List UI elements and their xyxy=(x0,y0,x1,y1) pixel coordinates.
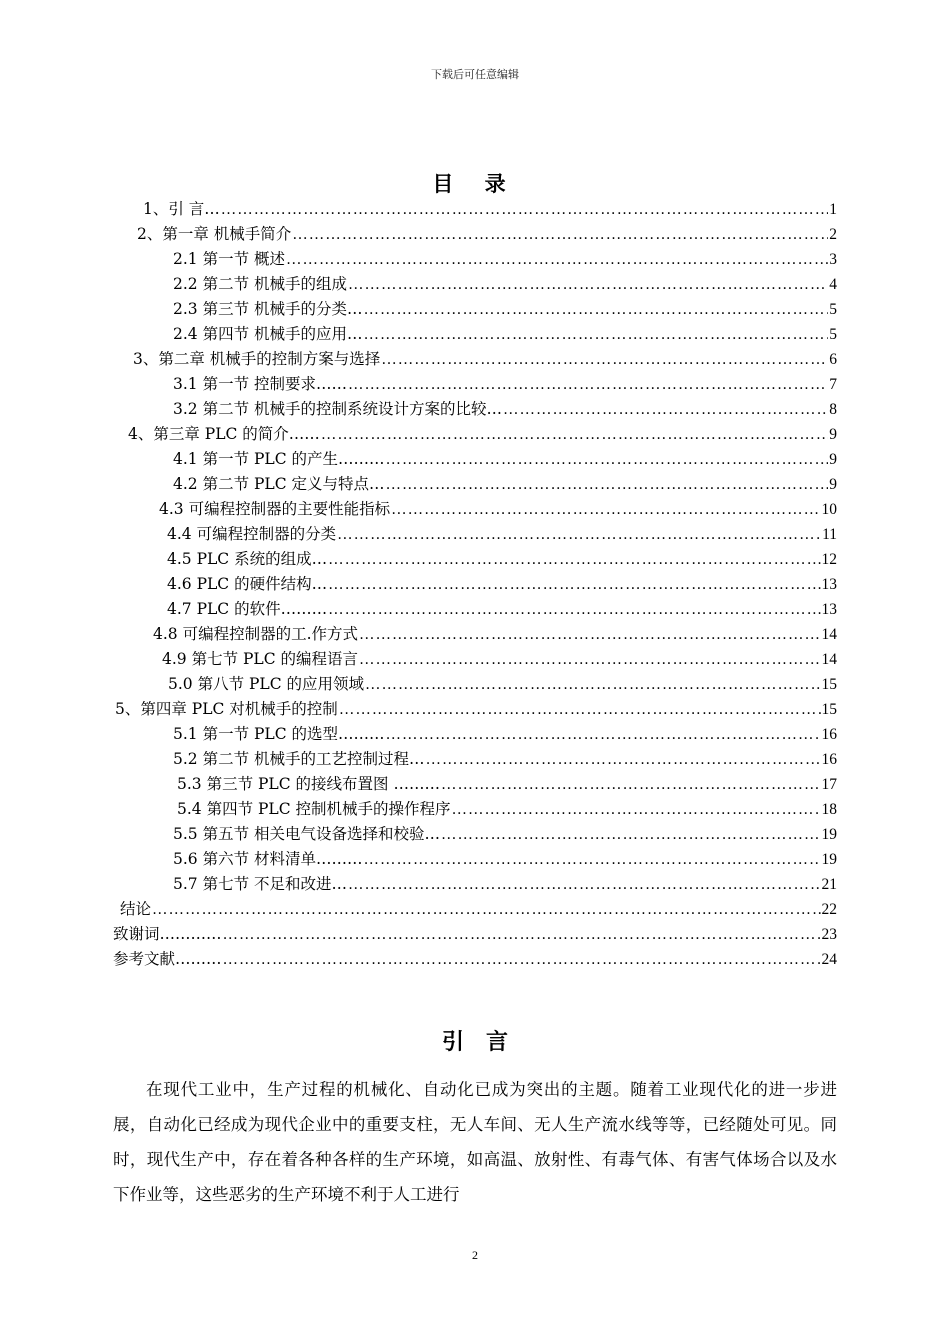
toc-entry-label: 4.9 第七节 PLC 的编程语言 xyxy=(162,650,359,668)
toc-title: 目 录 xyxy=(432,172,518,196)
toc-entry-label: 5.6 第六节 材料清单……… xyxy=(173,850,363,868)
intro-paragraph: 在现代工业中，生产过程的机械化、自动化已成为突出的主题。随着工业现代化的进一步进展，自动化已经成为现代企业中的重要支柱，无人车间、无人生产流水线等等，已经随处可见。同时，现代生产中，存在着各种各样的生产环境，如高温、放射性、有毒气体、有害气体场合以及水下作业等，这些恶劣的生产环境不利于人工进行 xyxy=(113,1080,837,1204)
toc-leader-dots xyxy=(441,823,820,847)
toc-entry[interactable] xyxy=(173,747,837,771)
toc-entry-page: 12 xyxy=(821,551,837,568)
toc-leader-dots xyxy=(381,348,828,372)
toc-leader-dots xyxy=(452,798,821,822)
toc-entry-label: 致谢词………… xyxy=(113,925,222,943)
toc-entry[interactable] xyxy=(137,222,837,246)
toc-entry[interactable] xyxy=(162,647,837,671)
toc-entry-page: 9 xyxy=(829,426,837,443)
toc-entry[interactable] xyxy=(168,672,837,696)
toc-leader-dots xyxy=(386,723,821,747)
toc-entry-page: 18 xyxy=(821,801,837,818)
toc-entry-page: 11 xyxy=(822,526,837,543)
page-number: 2 xyxy=(472,1248,478,1262)
toc-entry[interactable] xyxy=(143,197,837,221)
toc-entry-label: 3、第二章 机械手的控制方案与选择 xyxy=(133,350,381,368)
toc-entry-page: 3 xyxy=(829,251,837,268)
toc-leader-dots xyxy=(391,498,820,522)
toc-entry-page: 8 xyxy=(829,401,837,418)
toc-entry[interactable] xyxy=(113,922,837,946)
toc-entry-label: 4、第三章 PLC 的简介…… xyxy=(128,425,320,443)
toc-entry-label: 2、第一章 机械手简介 xyxy=(137,225,292,243)
toc-leader-dots xyxy=(328,573,820,597)
toc-leader-dots xyxy=(223,923,821,947)
toc-leader-dots xyxy=(223,948,821,972)
toc-leader-dots xyxy=(337,523,821,547)
toc-entry[interactable] xyxy=(173,247,837,271)
toc-entry-label: 4.1 第一节 PLC 的产生……… xyxy=(173,450,385,468)
toc-leader-dots xyxy=(348,873,820,897)
toc-entry[interactable] xyxy=(115,697,837,721)
section-title: 引言 xyxy=(441,1030,530,1055)
toc-entry[interactable] xyxy=(173,397,837,421)
toc-entry-page: 13 xyxy=(821,576,837,593)
toc-leader-dots xyxy=(359,623,820,647)
toc-entry-page: 9 xyxy=(829,451,837,468)
toc-entry[interactable] xyxy=(173,322,837,346)
toc-leader-dots xyxy=(503,398,828,422)
toc-entry[interactable] xyxy=(153,622,837,646)
toc-entry-page: 10 xyxy=(821,501,837,518)
toc-entry-page: 15 xyxy=(821,701,837,718)
toc-entry[interactable] xyxy=(167,572,837,596)
toc-entry-label: 4.5 PLC 系统的组成… xyxy=(167,550,328,568)
toc-entry-label: 5.2 第二节 机械手的工艺控制过程… xyxy=(173,750,425,768)
toc-entry-page: 16 xyxy=(821,726,837,743)
toc-entry-label: 4.7 PLC 的软件……… xyxy=(167,600,328,618)
toc-entry-page: 16 xyxy=(821,751,837,768)
toc-entry-label: 4.8 可编程控制器的工.作方式 xyxy=(153,625,359,643)
toc-leader-dots xyxy=(441,773,821,797)
toc-leader-dots xyxy=(364,323,829,347)
toc-entry-page: 24 xyxy=(821,951,837,968)
toc-entry[interactable] xyxy=(173,272,837,296)
toc-leader-dots xyxy=(359,648,820,672)
toc-leader-dots xyxy=(221,198,828,222)
toc-leader-dots xyxy=(339,698,821,722)
toc-leader-dots xyxy=(386,473,829,497)
toc-leader-dots xyxy=(426,748,821,772)
toc-leader-dots xyxy=(321,423,828,447)
toc-entry-page: 5 xyxy=(829,326,837,343)
toc-entry-label: 2.3 第三节 机械手的分类… xyxy=(173,300,363,318)
toc-entry-page: 9 xyxy=(829,476,837,493)
toc-entry[interactable] xyxy=(133,347,837,371)
toc-entry-page: 15 xyxy=(821,676,837,693)
toc-entry-label: 5.1 第一节 PLC 的选型……… xyxy=(173,725,385,743)
toc-entry[interactable] xyxy=(177,797,837,821)
toc-entry-label: 5.3 第三节 PLC 的接线布置图 ……… xyxy=(177,775,440,793)
toc-entry-page: 2 xyxy=(829,226,837,243)
toc-entry[interactable] xyxy=(167,547,837,571)
toc-entry-page: 21 xyxy=(821,876,837,893)
toc-leader-dots xyxy=(364,848,821,872)
toc-entry[interactable] xyxy=(128,422,837,446)
toc-leader-dots xyxy=(348,373,828,397)
toc-entry-label: 3.1 第一节 控制要求…… xyxy=(173,375,348,393)
toc-entry-label: 参考文献……… xyxy=(113,950,222,968)
toc-entry[interactable] xyxy=(173,722,837,746)
toc-entry[interactable] xyxy=(173,847,837,871)
toc-leader-dots xyxy=(386,448,829,472)
toc-entry[interactable] xyxy=(173,872,837,896)
toc-entry-label: 2.4 第四节 机械手的应用… xyxy=(173,325,363,343)
toc-entry-page: 4 xyxy=(829,276,837,293)
toc-entry-page: 1 xyxy=(829,201,837,218)
toc-entry-page: 19 xyxy=(821,851,837,868)
header-note: 下载后可任意编辑 xyxy=(431,68,519,81)
toc-entry[interactable] xyxy=(120,897,837,921)
toc-entry-page: 7 xyxy=(829,376,837,393)
toc-leader-dots xyxy=(328,598,820,622)
toc-leader-dots xyxy=(328,548,820,572)
toc-entry-page: 23 xyxy=(821,926,837,943)
toc-entry-label: 5.0 第八节 PLC 的应用领域 xyxy=(168,675,365,693)
toc-entry[interactable] xyxy=(177,772,837,796)
toc-entry-label: 2.2 第二节 机械手的组成 xyxy=(173,275,348,293)
toc-entry-label: 结论 xyxy=(120,900,152,918)
toc-entry-label: 4.2 第二节 PLC 定义与特点… xyxy=(173,475,385,493)
toc-entry-label: 1、引 言… xyxy=(143,200,220,218)
toc-entry-label: 4.6 PLC 的硬件结构… xyxy=(167,575,328,593)
toc-entry-label: 4.3 可编程控制器的主要性能指标 xyxy=(159,500,391,518)
toc-leader-dots xyxy=(286,248,828,272)
toc-entry-label: 5.4 第四节 PLC 控制机械手的操作程序 xyxy=(177,800,451,818)
toc-leader-dots xyxy=(364,298,829,322)
toc-entry-page: 13 xyxy=(821,601,837,618)
toc-entry[interactable] xyxy=(159,497,837,521)
toc-entry-page: 22 xyxy=(821,901,837,918)
toc-entry[interactable] xyxy=(173,372,837,396)
toc-entry-label: 5.5 第五节 相关电气设备选择和校验… xyxy=(173,825,441,843)
toc-entry[interactable] xyxy=(173,447,837,471)
toc-leader-dots xyxy=(152,898,820,922)
toc-entry-label: 4.4 可编程控制器的分类 xyxy=(167,525,337,543)
toc-entry-label: 5、第四章 PLC 对机械手的控制 xyxy=(115,700,338,718)
toc-entry-label: 2.1 第一节 概述 xyxy=(173,250,286,268)
toc-entry-page: 19 xyxy=(821,826,837,843)
toc-entry-page: 17 xyxy=(821,776,837,793)
toc-entry[interactable] xyxy=(113,947,837,971)
toc-entry-label: 5.7 第七节 不足和改进… xyxy=(173,875,348,893)
toc-leader-dots xyxy=(292,223,828,247)
toc-leader-dots xyxy=(348,273,828,297)
toc-entry-page: 5 xyxy=(829,301,837,318)
toc-entry[interactable] xyxy=(173,472,837,496)
toc-entry[interactable] xyxy=(173,822,837,846)
toc-entry-label: 3.2 第二节 机械手的控制系统设计方案的比较… xyxy=(173,400,503,418)
toc-entry-page: 14 xyxy=(821,651,837,668)
toc-leader-dots xyxy=(365,673,820,697)
toc-entry-page: 14 xyxy=(821,626,837,643)
toc-entry[interactable] xyxy=(167,522,837,546)
toc-entry[interactable] xyxy=(167,597,837,621)
toc-entry[interactable] xyxy=(173,297,837,321)
toc-entry-page: 6 xyxy=(829,351,837,368)
